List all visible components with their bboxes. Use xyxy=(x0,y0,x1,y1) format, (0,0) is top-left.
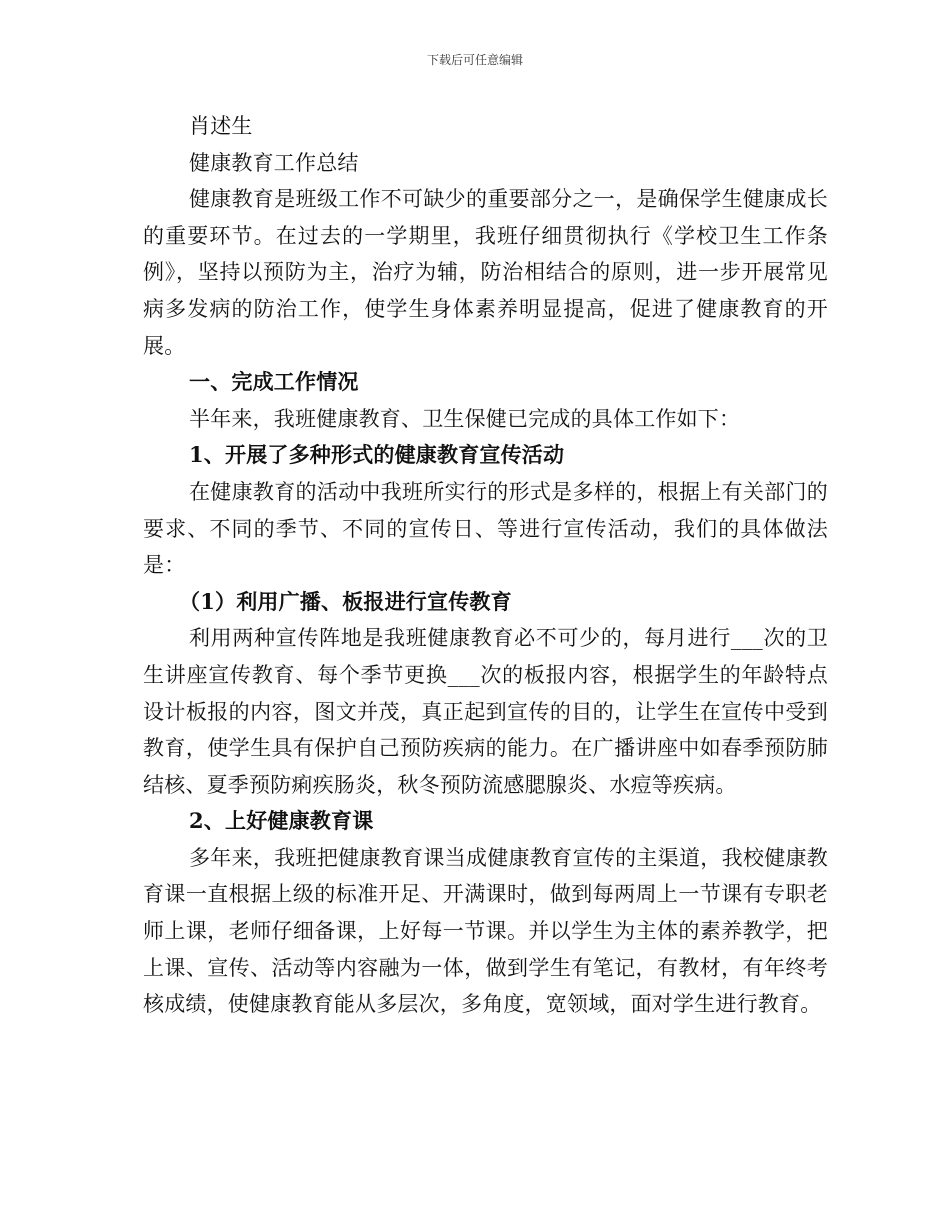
item1-paragraph: 在健康教育的活动中我班所实行的形式是多样的，根据上有关部门的要求、不同的季节、不同的宣传日、等进行宣传活动，我们的具体做法是： xyxy=(143,479,828,578)
item2-heading: 2、上好健康教育课 xyxy=(189,808,374,834)
page-header-watermark: 下载后可任意编辑 xyxy=(426,53,523,67)
intro-paragraph: 健康教育是班级工作不可缺少的重要部分之一，是确保学生健康成长的重要环节。在过去的一学期里，我班仔细贯彻执行《学校卫生工作条例》，坚持以预防为主，治疗为辅，防治相结合的原则，进一步开展常见病多发病的防治工作，使学生身体素养明显提高，促进了健康教育的开展。 xyxy=(143,187,828,358)
document-title: 健康教育工作总结 xyxy=(189,150,359,175)
section1-lead-paragraph: 半年来，我班健康教育、卫生保健已完成的具体工作如下： xyxy=(189,406,741,431)
item2-paragraph: 多年来，我班把健康教育课当成健康教育宣传的主渠道，我校健康教育课一直根据上级的标准开足、开满课时，做到每两周上一节课有专职老师上课，老师仔细备课，上好每一节课。并以学生为主体的素养教学，把上课、宣传、活动等内容融为一体，做到学生有笔记，有教材，有年终考核成绩，使健康教育能从多层次，多角度，宽领域，面对学生进行教育。 xyxy=(143,845,828,1017)
document-body xyxy=(143,108,828,1023)
subitem1-heading: （1）利用广播、板报进行宣传教育 xyxy=(179,588,512,614)
section1-heading: 一、完成工作情况 xyxy=(189,369,359,395)
author-line: 肖述生 xyxy=(189,114,253,138)
subitem1-paragraph: 利用两种宣传阵地是我班健康教育必不可少的，每月进行___次的卫生讲座宣传教育、每个季节更换___次的板报内容，根据学生的年龄特点设计板报的内容，图文并茂，真正起到宣传的目的，让学生在宣传中受到教育，使学生具有保护自己预防疾病的能力。在广播讲座中如春季预防肺结核、夏季预防痢疾肠炎，秋冬预防流感腮腺炎、水痘等疾病。 xyxy=(143,626,828,797)
item1-heading: 1、开展了多种形式的健康教育宣传活动 xyxy=(189,442,565,468)
